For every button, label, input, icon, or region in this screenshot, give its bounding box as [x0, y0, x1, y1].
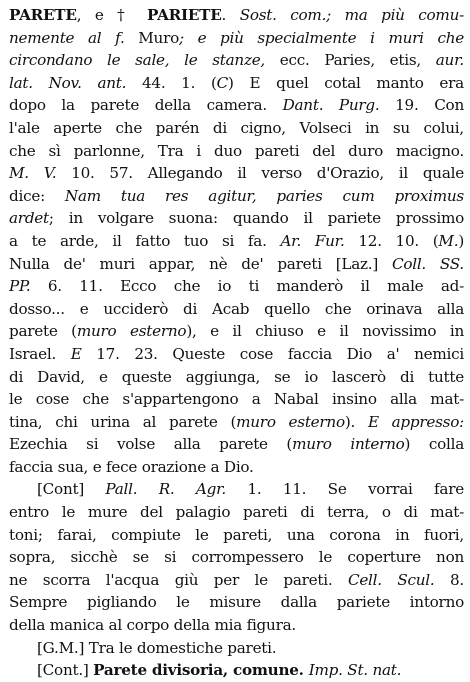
italic-run: circondano le sale, le stanze,: [9, 51, 280, 70]
text-line: [9, 49, 464, 72]
italic-run: Pall. R. Agr.: [105, 480, 248, 499]
text-run: 6. 11. Ecco che io ti manderò il male ad-: [47, 277, 464, 296]
text-run: ) E quel cotal manto era: [228, 73, 464, 92]
text-run: 1. 11. Se vorrai fare: [247, 480, 464, 499]
italic-run: E appresso:: [367, 412, 464, 431]
text-run: 10. 57. Allegando il verso d'Orazio, il quale: [71, 164, 464, 183]
italic-run: nemente al: [9, 28, 116, 47]
text-line: [9, 524, 464, 547]
text-run: 19. Con: [395, 96, 464, 115]
italic-run: C: [216, 73, 229, 92]
text-run: ): [458, 231, 464, 250]
text-line: [9, 320, 464, 343]
italic-run: Ar. Fur.: [280, 231, 359, 250]
italic-run: muro interno: [292, 435, 405, 454]
italic-run: lat. Nov. ant.: [9, 73, 142, 92]
text-run: [Cont.]: [37, 661, 94, 680]
text-run: l'ale aperte che parén di cigno, Volseci in su colui,: [9, 118, 464, 137]
text-line: [9, 411, 464, 434]
text-run: 44. 1. (: [142, 73, 217, 92]
text-line: [9, 591, 464, 614]
italic-run: Dant. Purg.: [282, 96, 396, 115]
bold-run: Parete divisoria, comune.: [93, 661, 309, 680]
italic-run: Imp. St. nat.: [308, 661, 402, 680]
italic-run: Sost. com.; ma più comu-: [239, 6, 464, 24]
italic-run: Nam tua res agitur, paries cum proximus: [64, 186, 464, 205]
text-run: [G.M.] Tra le domestiche pareti.: [37, 638, 277, 657]
text-run: 17. 23. Queste cose faccia Dio a' nemici: [96, 344, 464, 363]
text-run: faccia sua, e fece orazione a Dio.: [9, 457, 254, 476]
italic-run: E: [70, 344, 97, 363]
text-line: [9, 478, 464, 501]
text-line: [9, 207, 464, 230]
text-line: [9, 140, 464, 163]
text-run: ).: [344, 412, 368, 431]
italic-run: Cell. Scul.: [347, 570, 450, 589]
text-run: della manica al corpo della mia figura.: [9, 616, 296, 635]
text-line: [9, 275, 464, 298]
text-run: ), e il chiuso e il novissimo in: [186, 322, 464, 341]
bold-run: PARIETE: [147, 6, 222, 24]
text-run: .: [221, 6, 240, 24]
text-line: [9, 4, 464, 27]
bold-run: PARETE: [9, 6, 77, 24]
text-line: [9, 230, 464, 253]
text-run: parete (: [9, 322, 77, 341]
text-run: toni; farai, compiute le pareti, una corona in fuori,: [9, 525, 464, 544]
text-line: [9, 501, 464, 524]
text-run: Muro: [138, 28, 179, 47]
italic-run: muro esterno: [236, 412, 345, 431]
text-run: Israel.: [9, 344, 71, 363]
text-line: [9, 27, 464, 50]
italic-run: ; e più specialmente i muri che: [179, 28, 464, 47]
text-line: [9, 72, 464, 95]
text-line: [9, 637, 464, 660]
text-run: dopo la parete della camera.: [9, 96, 283, 115]
text-line: [9, 546, 464, 569]
text-line: [9, 456, 464, 479]
italic-run: PP.: [9, 277, 48, 296]
text-line: [9, 388, 464, 411]
dictionary-entry-parete: [9, 4, 464, 682]
text-line: [9, 162, 464, 185]
text-run: Ezechia si volse alla parete (: [9, 435, 293, 454]
text-run: [Cont]: [37, 480, 106, 499]
text-line: [9, 298, 464, 321]
italic-run: Coll. SS.: [391, 254, 464, 273]
text-line: [9, 433, 464, 456]
text-line: [9, 366, 464, 389]
text-run: sopra, sicchè se si corrompessero le coperture non: [9, 548, 464, 567]
text-line: [9, 343, 464, 366]
text-run: Nulla de' muri appar, nè de' pareti [Laz.]: [9, 254, 392, 273]
text-run: ) colla: [404, 435, 464, 454]
italic-run: muro esterno: [76, 322, 187, 341]
text-run: ; in volgare suona: quando il pariete prossimo: [48, 209, 464, 228]
text-run: di David, e queste aggiunga, se io lascerò di tutte: [9, 367, 464, 386]
italic-run: M. V.: [9, 164, 72, 183]
text-run: le cose che s'appartengono a Nabal insino alla mat-: [9, 390, 464, 409]
text-run: a te arde, il fatto tuo si fa.: [9, 231, 281, 250]
text-run: ne scorra l'acqua giù per le pareti.: [9, 570, 348, 589]
text-run: 12. 10. (: [358, 231, 439, 250]
text-line: [9, 185, 464, 208]
text-run: ecc. Paries, etis,: [279, 51, 436, 70]
text-run: tina, chi urina al parete (: [9, 412, 237, 431]
text-line: [9, 614, 464, 637]
text-run: dice:: [9, 186, 65, 205]
italic-run: M.: [438, 231, 459, 250]
italic-run: f.: [115, 28, 139, 47]
text-run: Sempre pigliando le misure dalla pariete intorno: [9, 593, 464, 612]
text-line: [9, 253, 464, 276]
text-run: entro le mure del palagio pareti di terra, o di mat-: [9, 503, 464, 522]
italic-run: ardet: [9, 209, 49, 228]
text-run: che sì parlonne, Tra i duo pareti del duro macigno.: [9, 141, 464, 160]
italic-run: aur.: [435, 51, 464, 70]
text-line: [9, 117, 464, 140]
text-line: [9, 569, 464, 592]
text-line: [9, 94, 464, 117]
text-run: , e †: [76, 6, 148, 24]
text-line: [9, 659, 464, 682]
text-run: 8.: [450, 570, 464, 589]
text-run: dosso... e ucciderò di Acab quello che orinava alla: [9, 299, 464, 318]
